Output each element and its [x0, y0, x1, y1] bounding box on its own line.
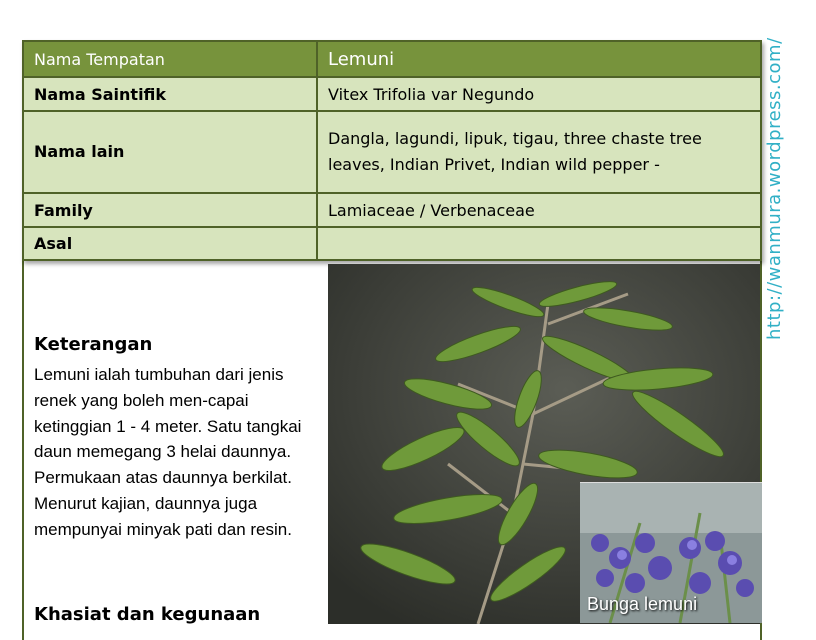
header-label: Nama Tempatan: [23, 41, 317, 77]
row-value: Vitex Trifolia var Negundo: [317, 77, 761, 111]
table-row: [23, 111, 761, 193]
plant-info-table: [22, 40, 762, 261]
table-row: [23, 193, 761, 227]
table-header-row: [23, 41, 761, 77]
table-row: [23, 227, 761, 260]
row-value-line: leaves, Indian Privet, Indian wild pepper -: [328, 155, 660, 174]
description-text: Lemuni ialah tumbuhan dari jenis renek yang boleh men-capai ketinggian 1 - 4 meter. Satu tangkai daun memegang 3 helai daunnya. Permukaan atas daunnya berkilat. Menurut kajian, daunnya juga mempunyai minyak pati dan resin.: [34, 365, 302, 539]
benefits-title: Khasiat dan kegunaan: [34, 604, 261, 625]
row-value: [317, 111, 761, 193]
row-label: Nama Saintifik: [23, 77, 317, 111]
row-value-line: Dangla, lagundi, lipuk, tigau, three chaste tree: [328, 129, 702, 148]
row-label: Family: [23, 193, 317, 227]
watermark-url: http://wanmura.wordpress.com/: [764, 37, 785, 340]
row-value: Lamiaceae / Verbenaceae: [317, 193, 761, 227]
description-title: Keterangan: [34, 334, 153, 355]
row-label: Asal: [23, 227, 317, 260]
table-row: [23, 77, 761, 111]
header-value: Lemuni: [317, 41, 761, 77]
row-label: Nama lain: [23, 111, 317, 193]
row-value: [317, 227, 761, 260]
flower-caption: Bunga lemuni: [587, 594, 698, 614]
